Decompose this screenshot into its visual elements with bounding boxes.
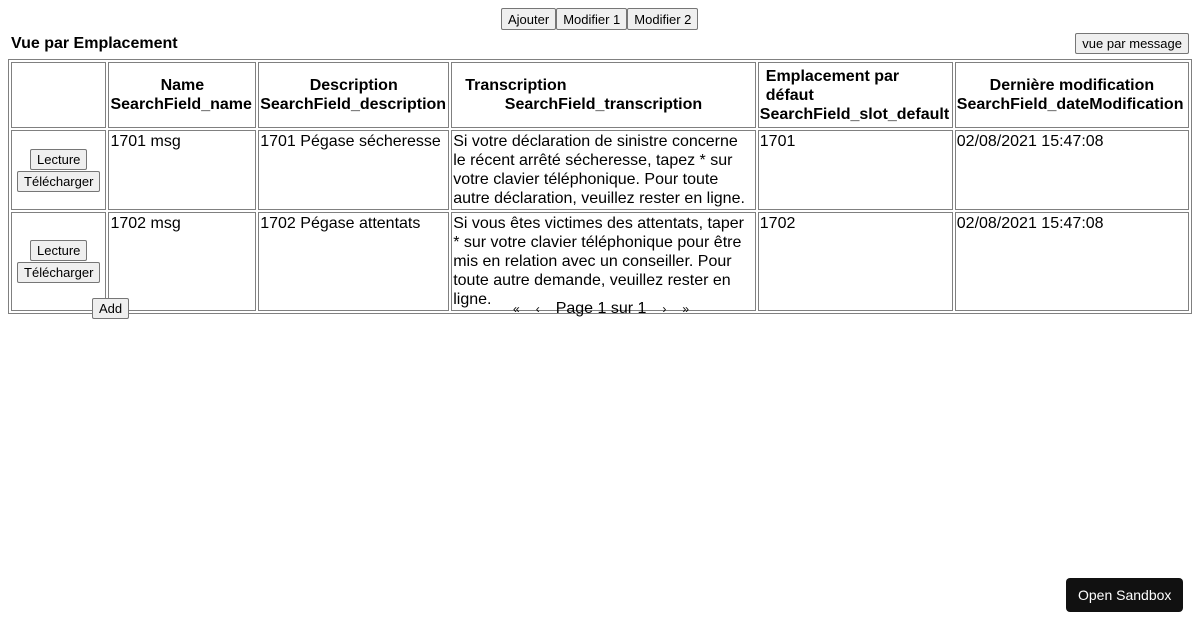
cell-description: 1701 Pégase sécheresse: [258, 130, 449, 210]
table-row: [11, 212, 1189, 311]
header-actions: [11, 62, 106, 128]
header-title: Emplacement par défaut: [765, 67, 900, 104]
header-title: Description: [309, 77, 398, 94]
page-title: Vue par Emplacement: [11, 35, 178, 52]
view-by-message-button[interactable]: vue par message: [1075, 33, 1189, 54]
header-title: Dernière modification: [989, 77, 1155, 94]
header-slot-default: [758, 62, 953, 128]
row-actions: [11, 130, 106, 210]
header-field: SearchField_slot_default: [759, 105, 950, 123]
cell-slot-default: 1702: [758, 212, 953, 311]
page-indicator: Page 1 sur 1: [555, 300, 647, 317]
header-date-modification: [955, 62, 1189, 128]
telecharger-button[interactable]: Télécharger: [17, 171, 100, 192]
first-page-link[interactable]: «: [513, 302, 520, 316]
table-row: [11, 130, 1189, 210]
row-actions: [11, 212, 106, 311]
top-toolbar: [501, 8, 698, 30]
cell-transcription: Si votre déclaration de sinistre concerne le récent arrêté sécheresse, tapez * sur votre clavier téléphonique. Pour toute autre déclaration, veuillez rester en ligne.: [451, 130, 756, 210]
modifier-1-button[interactable]: Modifier 1: [556, 8, 627, 30]
table-header-row: [11, 62, 1189, 128]
lecture-button[interactable]: Lecture: [30, 149, 87, 170]
header-field: SearchField_name: [110, 96, 252, 113]
open-sandbox-button[interactable]: Open Sandbox: [1066, 578, 1183, 612]
cell-date-modification: 02/08/2021 15:47:08: [955, 130, 1189, 210]
lecture-button[interactable]: Lecture: [30, 240, 87, 261]
cell-transcription: Si vous êtes victimes des attentats, taper * sur votre clavier téléphonique pour être mis en relation avec un conseiller. Pour toute autre demande, veuillez rester en ligne.: [451, 212, 756, 311]
cell-slot-default: 1701: [758, 130, 953, 210]
header-title: Name: [160, 77, 205, 94]
last-page-link[interactable]: »: [682, 302, 690, 316]
ajouter-button[interactable]: Ajouter: [501, 8, 556, 30]
header-description: [258, 62, 449, 128]
add-button[interactable]: Add: [92, 298, 129, 319]
cell-name: 1702 msg: [108, 212, 256, 311]
cell-description: 1702 Pégase attentats: [258, 212, 449, 311]
telecharger-button[interactable]: Télécharger: [17, 262, 100, 283]
cell-name: 1701 msg: [108, 130, 256, 210]
header-field: SearchField_dateModification: [956, 96, 1184, 113]
modifier-2-button[interactable]: Modifier 2: [627, 8, 698, 30]
prev-page-link[interactable]: ‹: [535, 302, 540, 316]
pagination: [505, 300, 697, 318]
header-transcription: [451, 62, 756, 128]
slot-table: [8, 59, 1192, 314]
header-field: SearchField_transcription: [504, 96, 703, 113]
header-name: [108, 62, 256, 128]
next-page-link[interactable]: ›: [662, 302, 667, 316]
cell-date-modification: 02/08/2021 15:47:08: [955, 212, 1189, 311]
header-title: Transcription: [465, 77, 567, 94]
header-field: SearchField_description: [260, 96, 447, 113]
